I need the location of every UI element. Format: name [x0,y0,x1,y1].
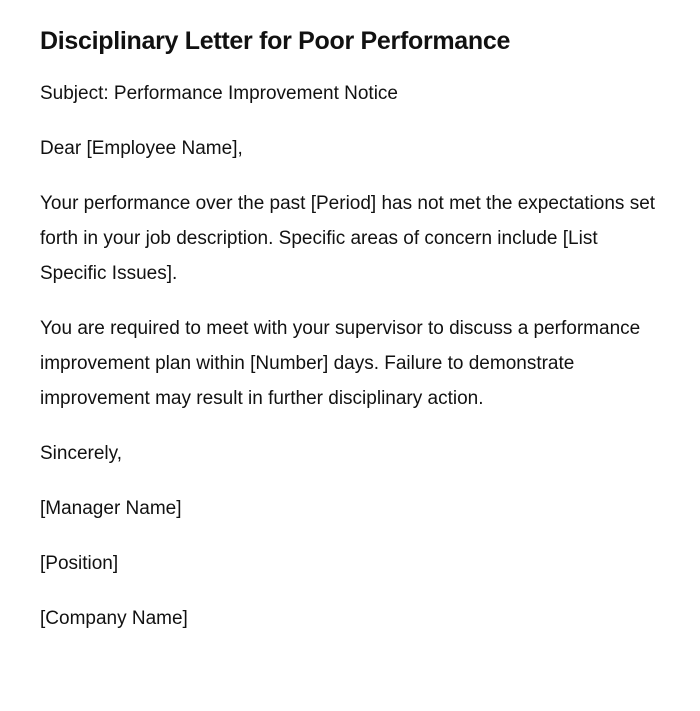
letter-title: Disciplinary Letter for Poor Performance [40,27,511,55]
subject-line: Subject: Performance Improvement Notice [40,83,398,104]
position: [Position] [40,553,119,574]
closing: Sincerely, [40,443,123,464]
greeting: Dear [Employee Name], [40,138,243,159]
manager-name: [Manager Name] [40,498,182,519]
company-name: [Company Name] [40,608,188,629]
body-paragraph: You are required to meet with your supervisor to discuss a performance improvement plan within [Number] days. Failure to demonstrate improvement may result in further disciplinary action. [40,318,641,409]
body-paragraph: Your performance over the past [Period] has not met the expectations set forth in your job description. Specific areas of concern include [List Specific Issues]. [40,193,656,284]
